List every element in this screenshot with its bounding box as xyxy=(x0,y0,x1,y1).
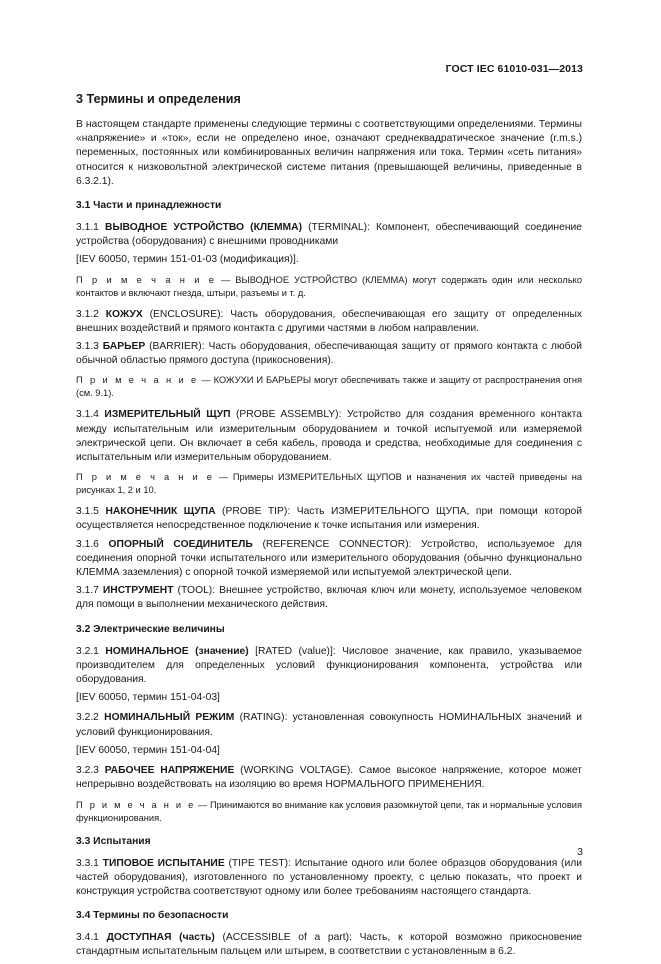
page-content xyxy=(76,91,582,964)
term-3-2-1: 3.2.1 НОМИНАЛЬНОЕ (значение) [RATED (value)]: Числовое значение, как правило, указываемое производителем для определенных условий функционирования компонента, устройства или оборудования. xyxy=(76,645,582,686)
note: П р и м е ч а н и е — ВЫВОДНОЕ УСТРОЙСТВО (КЛЕММА) могут содержать один или несколько контактов и включают гнезда, штыри, разъемы и т. д. xyxy=(76,274,583,298)
term-name: ДОСТУПНАЯ (часть) xyxy=(106,932,215,944)
subsection-title-3-3: 3.3 Испытания xyxy=(76,835,151,847)
page-number: 3 xyxy=(577,847,583,858)
term-name: ИНСТРУМЕНТ xyxy=(102,585,174,597)
term-name: БАРЬЕР xyxy=(102,341,146,353)
section-intro: В настоящем стандарте применены следующие термины с соответствующими определениями. Термины «напряжение» и «ток», если не определено иное, означают среднеквадратическое значение (r.m.s.) переменных, постоянных или комбинированных величин напряжения или тока. Термин «сеть питания» относится к низковольтной электрической системе питания (превышающей величины, приведенные в 6.3.2.1). xyxy=(76,119,582,187)
term-name: КОЖУХ xyxy=(105,308,143,320)
term-3-1-5: 3.1.5 НАКОНЕЧНИК ЩУПА (PROBE TIP): Часть ИЗМЕРИТЕЛЬНОГО ЩУПА, при помощи которой осуществляется непосредственное подключение к точке испытания или измерения. xyxy=(76,506,582,532)
subsection-title-3-1: 3.1 Части и принадлежности xyxy=(76,200,222,212)
term-name: РАБОЧЕЕ НАПРЯЖЕНИЕ xyxy=(104,765,235,777)
term-name: НАКОНЕЧНИК ЩУПА xyxy=(105,506,216,518)
term-name: ОПОРНЫЙ СОЕДИНИТЕЛЬ xyxy=(108,538,253,550)
subsection-title-3-4: 3.4 Термины по безопасности xyxy=(76,910,229,922)
note: П р и м е ч а н и е — КОЖУХИ И БАРЬЕРЫ могут обеспечивать также и защиту от распространения огня (см. 9.1). xyxy=(76,375,582,399)
term-3-2-2: 3.2.2 НОМИНАЛЬНЫЙ РЕЖИМ (RATING): установленная совокупность НОМИНАЛЬНЫХ значений и условий функционирования. xyxy=(76,712,582,738)
note: П р и м е ч а н и е — Принимаются во внимание как условия разомкнутой цепи, так и нормальные условия функционирования. xyxy=(76,799,582,823)
standard-header: ГОСТ IEC 61010-031—2013 xyxy=(445,63,583,75)
term-reference: [IEV 60050, термин 151-01-03 (модификация)]. xyxy=(76,254,299,266)
term-name: НОМИНАЛЬНОЕ (значение) xyxy=(105,645,249,657)
term-3-1-7: 3.1.7 ИНСТРУМЕНТ (TOOL): Внешнее устройство, включая ключ или монету, используемое человеком для помощи в выполнении механического действия. xyxy=(76,585,582,611)
section-title: 3 Термины и определения xyxy=(76,92,241,106)
term-3-1-3: 3.1.3 БАРЬЕР (BARRIER): Часть оборудования, обеспечивающая защиту от прямого контакта с любой обычной областью прямого доступа (прикосновения). xyxy=(76,341,582,367)
term-3-1-2: 3.1.2 КОЖУХ (ENCLOSURE): Часть оборудования, обеспечивающая его защиту от определенных внешних воздействий и прямого контакта с другими частями в любом направлении. xyxy=(76,308,582,334)
term-3-1-4: 3.1.4 ИЗМЕРИТЕЛЬНЫЙ ЩУП (PROBE ASSEMBLY): Устройство для создания временного контакта между испытательным или измерительным оборудованием и точкой испытуемой или измеряемой электрической цепи. Он включает в себя кабель, провода и средства, необходимые для соединения с испытательным или измерительным оборудованием. xyxy=(76,409,582,464)
term-3-2-3: 3.2.3 РАБОЧЕЕ НАПРЯЖЕНИЕ (WORKING VOLTAGE). Самое высокое напряжение, которое может непрерывно воздействовать на изоляцию во время НОРМАЛЬНОГО ПРИМЕНЕНИЯ. xyxy=(76,765,583,791)
term-name: ВЫВОДНОЕ УСТРОЙСТВО (КЛЕММА) xyxy=(105,222,302,234)
term-reference: [IEV 60050, термин 151-04-03] xyxy=(76,692,220,704)
term-3-4-1: 3.4.1 ДОСТУПНАЯ (часть) (ACCESSIBLE of a part): Часть, к которой возможно прикосновение стандартным испытательным пальцем или штырем, в соответствии с установленным в 6.2. xyxy=(76,932,582,958)
term-name: ИЗМЕРИТЕЛЬНЫЙ ЩУП xyxy=(104,409,231,421)
term-name: ТИПОВОЕ ИСПЫТАНИЕ xyxy=(102,857,225,869)
subsection-title-3-2: 3.2 Электрические величины xyxy=(76,623,225,635)
note: П р и м е ч а н и е — Примеры ИЗМЕРИТЕЛЬНЫХ ЩУПОВ и назначения их частей приведены на рисунках 1, 2 и 10. xyxy=(76,472,582,496)
term-3-3-1: 3.3.1 ТИПОВОЕ ИСПЫТАНИЕ (TIPE TEST): Испытание одного или более образцов оборудования (или частей оборудования), изготовленного по установленному проекту, с целью показать, что проект и конструкция устройства соответствуют одному или более требованиям настоящего стандарта. xyxy=(76,857,582,897)
term-reference: [IEV 60050, термин 151-04-04] xyxy=(76,744,220,756)
term-name: НОМИНАЛЬНЫЙ РЕЖИМ xyxy=(104,712,235,724)
term-3-1-1: 3.1.1 ВЫВОДНОЕ УСТРОЙСТВО (КЛЕММА) (TERMINAL): Компонент, обеспечивающий соединение устройства (оборудования) с внешними проводниками xyxy=(76,222,582,248)
term-3-1-6: 3.1.6 ОПОРНЫЙ СОЕДИНИТЕЛЬ (REFERENCE CONNECTOR): Устройство, используемое для соединения опорной точки испытательного или измерительного оборудования (обычно функционально КЛЕММА заземления) с опорной точкой измеряемой или испытуемой электрической цепи. xyxy=(76,538,582,579)
